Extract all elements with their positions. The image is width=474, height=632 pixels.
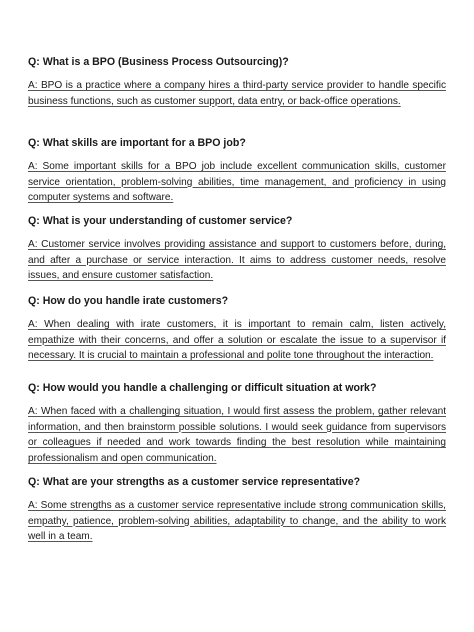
question-heading: Q: What are your strengths as a customer service representative? (28, 476, 361, 488)
qa-block-irate-customers (28, 295, 446, 364)
answer-paragraph: A: Customer service involves providing assistance and support to customers before, during, and after a purchase or service interaction. It aims to address customer needs, resolve issues, and ensure customer satisfaction. (28, 239, 446, 282)
question-heading: Q: How would you handle a challenging or difficult situation at work? (28, 382, 377, 394)
qa-block-strengths (28, 476, 446, 545)
question-heading: Q: How do you handle irate customers? (28, 295, 229, 307)
question-heading: Q: What skills are important for a BPO job? (28, 137, 246, 149)
question-heading: Q: What is your understanding of customer service? (28, 215, 293, 227)
question-heading: Q: What is a BPO (Business Process Outsourcing)? (28, 56, 289, 68)
answer-paragraph: A: BPO is a practice where a company hires a third-party service provider to handle specific business functions, such as customer support, data entry, or back-office operations. (28, 80, 446, 107)
qa-block-challenging-situation (28, 382, 446, 466)
answer-paragraph: A: When faced with a challenging situation, I would first assess the problem, gather relevant information, and then brainstorm possible solutions. I would seek guidance from supervisors or colleagues if needed and work towards finding the best resolution while maintaining professionalism and open communication. (28, 406, 446, 464)
qa-block-bpo-skills (28, 137, 446, 206)
answer-paragraph: A: Some strengths as a customer service representative include strong communication skills, empathy, patience, problem-solving abilities, adaptability to change, and the ability to work well in a team. (28, 500, 446, 543)
answer-paragraph: A: Some important skills for a BPO job include excellent communication skills, customer service orientation, problem-solving abilities, time management, and proficiency in using computer systems and software. (28, 161, 446, 204)
qa-block-customer-service (28, 215, 446, 284)
answer-paragraph: A: When dealing with irate customers, it is important to remain calm, listen actively, empathize with their concerns, and offer a solution or escalate the issue to a supervisor if necessary. It is crucial to maintain a professional and polite tone throughout the interaction. (28, 319, 446, 362)
qa-block-what-is-bpo (28, 56, 446, 109)
